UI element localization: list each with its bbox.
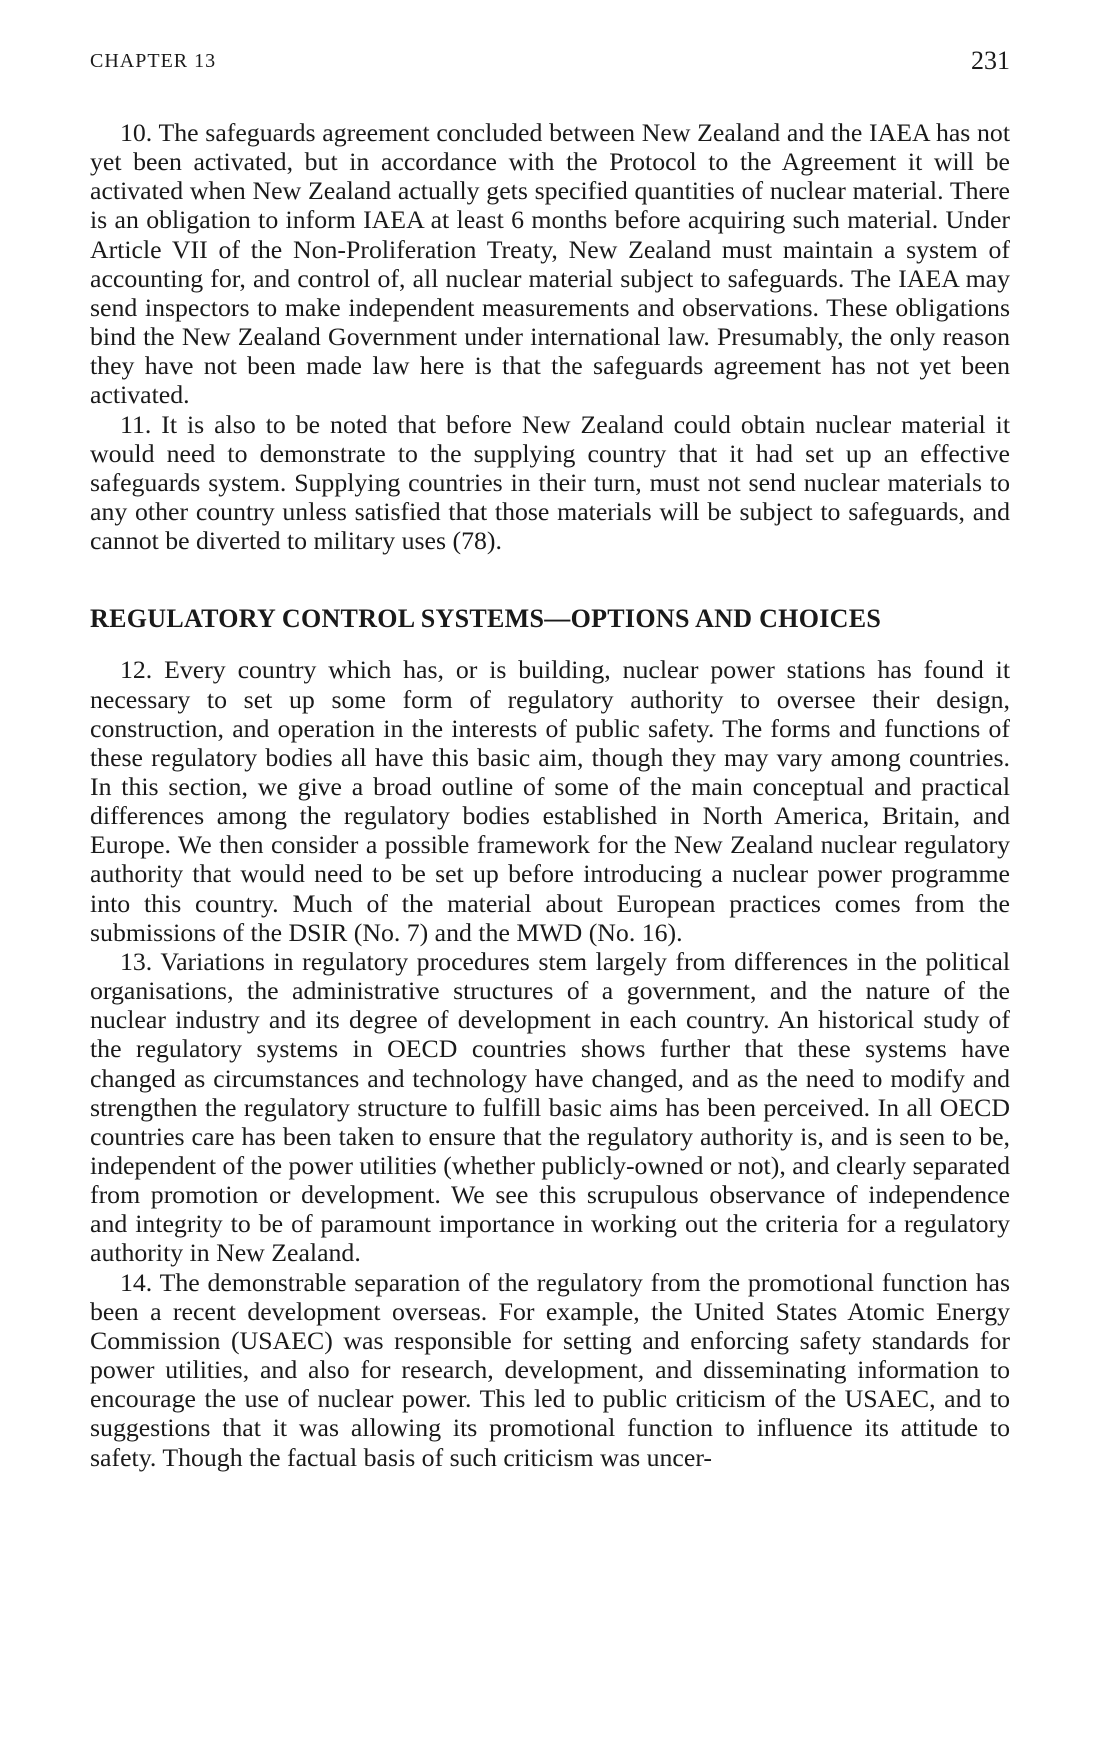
page-number: 231	[971, 46, 1010, 75]
running-header	[90, 44, 1010, 76]
paragraph-12: 12. Every country which has, or is building, nuclear power stations has found it necessary to set up some form of regulatory authority to oversee their design, construction, and operation in the interests of public safety. The forms and functions of these regulatory bodies all have this basic aim, though they may vary among countries. In this section, we give a broad outline of some of the main conceptual and practical differences among the regulatory bodies established in North America, Britain, and Europe. We then consider a possible framework for the New Zealand nuclear regulatory authority that would need to be set up before introducing a nuclear power programme into this country. Much of the material about European practices comes from the submissions of the DSIR (No. 7) and the MWD (No. 16).	[90, 655, 1010, 947]
paragraph-13: 13. Variations in regulatory procedures stem largely from differences in the political organisations, the administrative structures of a government, and the nature of the nuclear industry and its degree of development in each country. An historical study of the regulatory systems in OECD countries shows further that these systems have changed as circumstances and technology have changed, and as the need to modify and strengthen the regulatory structure to fulfill basic aims has been perceived. In all OECD countries care has been taken to ensure that the regulatory authority is, and is seen to be, independent of the power utilities (whether publicly-owned or not), and clearly separated from promotion or development. We see this scrupulous observance of independence and integrity to be of paramount importance in working out the criteria for a regulatory authority in New Zealand.	[90, 946, 1010, 1268]
paragraph-14: 14. The demonstrable separation of the regulatory from the promotional function has been a recent development overseas. For example, the United States Atomic Energy Commission (USAEC) was responsible for setting and enforcing safety standards for power utilities, and also for research, development, and disseminating information to encourage the use of nuclear power. This led to public criticism of the USAEC, and to suggestions that it was allowing its promotional function to influence its attitude to safety. Though the factual basis of such criticism was uncer-	[90, 1267, 1010, 1472]
section-heading: REGULATORY CONTROL SYSTEMS—OPTIONS AND CHOICES	[90, 604, 882, 634]
paragraph-11: 11. It is also to be noted that before New Zealand could obtain nuclear material it would need to demonstrate to the supplying country that it had set up an effective safeguards system. Supplying countries in their turn, must not send nuclear materials to any other country unless satisfied that those materials will be subject to safeguards, and cannot be diverted to military uses (78).	[90, 409, 1010, 556]
page-body	[90, 118, 1010, 1472]
paragraph-10: 10. The safeguards agreement concluded between New Zealand and the IAEA has not yet been activated, but in accordance with the Protocol to the Agreement it will be activated when New Zealand actually gets specified quantities of nuclear material. There is an obligation to inform IAEA at least 6 months before acquiring such material. Under Article VII of the Non-Proliferation Treaty, New Zealand must maintain a system of accounting for, and control of, all nuclear material subject to safeguards. The IAEA may send inspectors to make independent measurements and observations. These obligations bind the New Zealand Government under international law. Presumably, the only reason they have not been made law here is that the safeguards agreement has not yet been activated.	[90, 118, 1010, 410]
chapter-label: CHAPTER 13	[90, 50, 217, 72]
